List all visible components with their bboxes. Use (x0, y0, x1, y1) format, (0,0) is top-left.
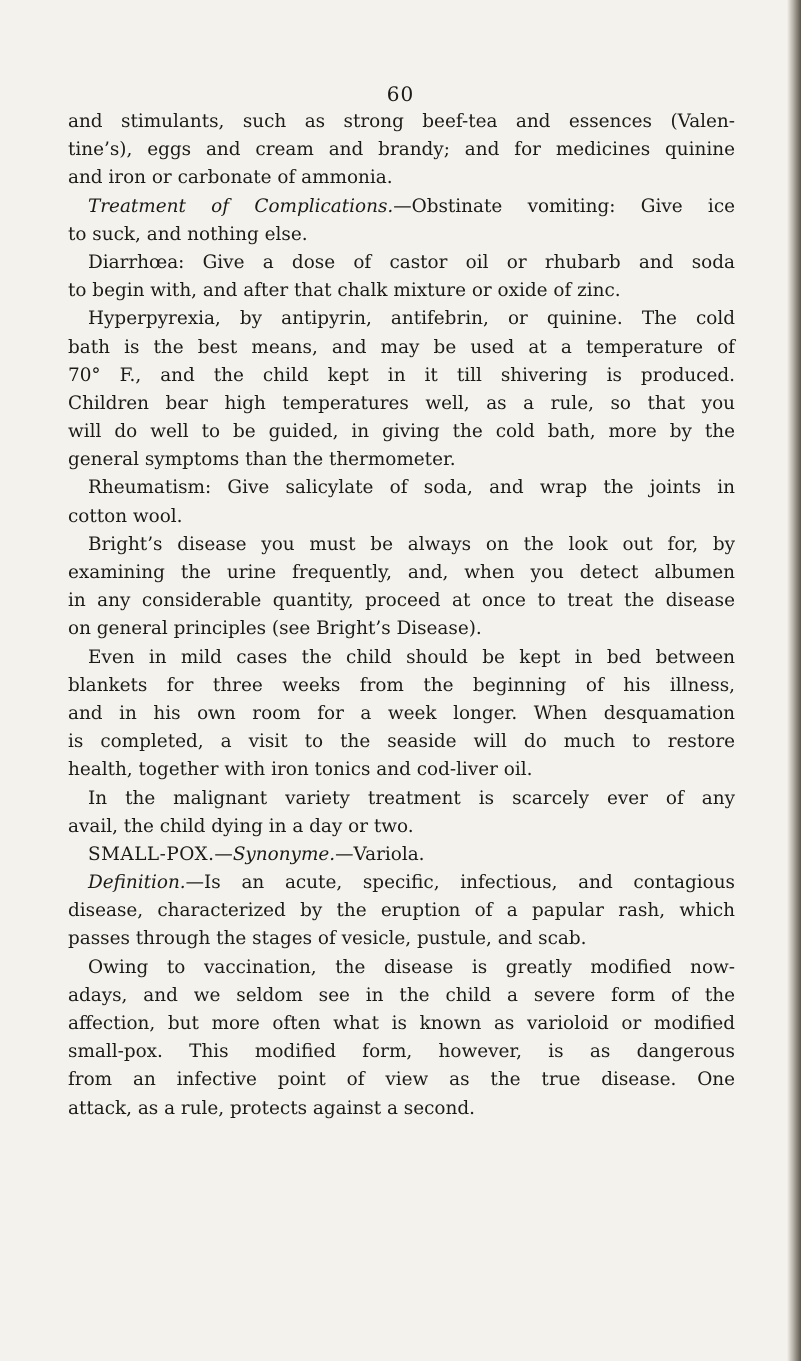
text-line: and iron or carbonate of ammonia. (68, 167, 393, 189)
text-line: health, together with iron tonics and cod-liver oil. (68, 759, 533, 781)
synonyme-label: Synonyme. (232, 843, 336, 865)
small-pox-heading: SMALL-POX. (88, 843, 215, 865)
page-edge-shadow (787, 0, 801, 1361)
text-line: is completed, a visit to the seaside will do much to restore (68, 731, 735, 753)
text-line: Children bear high temperatures well, as a rule, so that you (68, 392, 735, 414)
text-line: tine’s), eggs and cream and brandy; and for medicines quinine (68, 139, 735, 161)
text-line: in any considerable quantity, proceed at once to treat the disease (68, 590, 735, 612)
text-line: examining the urine frequently, and, when you detect albumen (68, 562, 735, 583)
text-line: small-pox. This modified form, however, is as dangerous (68, 1041, 735, 1063)
text-line: In the malignant variety treatment is scarcely ever of any (88, 787, 735, 809)
text-line: from an infective point of view as the true disease. One (68, 1069, 735, 1091)
text-line (68, 869, 735, 897)
text-line: and stimulants, such as strong beef-tea and essences (Valen- (68, 111, 735, 132)
text-line: bath is the best means, and may be used at a temperature of (68, 336, 735, 358)
text-line: attack, as a rule, protects against a second. (68, 1097, 475, 1119)
text-line: general symptoms than the thermometer. (68, 449, 456, 471)
text-line: to suck, and nothing else. (68, 223, 308, 245)
treatment-text: —Obstinate vomiting: Give ice (393, 195, 735, 217)
synonyme-text: —Variola. (335, 843, 425, 865)
text-line: to begin with, and after that chalk mixture or oxide of zinc. (68, 280, 621, 302)
definition-label: Definition. (88, 872, 186, 894)
body-text (68, 108, 735, 1123)
text-line: and in his own room for a week longer. When desquamation (68, 702, 735, 724)
text-line: Diarrhœa: Give a dose of castor oil or rhubarb and soda (88, 251, 735, 273)
text-line: Bright’s disease you must be always on the look out for, by (88, 533, 735, 555)
treatment-heading: Treatment of Complications. (88, 195, 394, 217)
text-line: Hyperpyrexia, by antipyrin, antifebrin, or quinine. The cold (88, 308, 735, 330)
text-line (68, 193, 735, 221)
text-line: Even in mild cases the child should be kept in bed between (88, 646, 735, 668)
page-number: 60 (386, 82, 415, 106)
text-line: 70° F., and the child kept in it till shivering is produced. (68, 364, 735, 386)
text-line: Owing to vaccination, the disease is greatly modified now- (88, 956, 735, 978)
text-line: disease, characterized by the eruption of a papular rash, which (68, 900, 735, 922)
text-line: on general principles (see Bright’s Disease). (68, 618, 482, 640)
text-line: affection, but more often what is known as varioloid or modified (68, 1013, 735, 1034)
text-line: blankets for three weeks from the beginning of his illness, (68, 674, 735, 696)
text-line (68, 841, 735, 869)
text-line: passes through the stages of vesicle, pustule, and scab. (68, 928, 587, 950)
definition-text: —Is an acute, specific, infectious, and contagious (185, 872, 735, 894)
text-line: will do well to be guided, in giving the cold bath, more by the (68, 421, 735, 443)
text-line: cotton wool. (68, 505, 183, 527)
text-line: adays, and we seldom see in the child a severe form of the (68, 984, 735, 1006)
heading-dash: — (214, 843, 233, 865)
text-line: Rheumatism: Give salicylate of soda, and wrap the joints in (88, 477, 735, 499)
text-line: avail, the child dying in a day or two. (68, 815, 414, 837)
